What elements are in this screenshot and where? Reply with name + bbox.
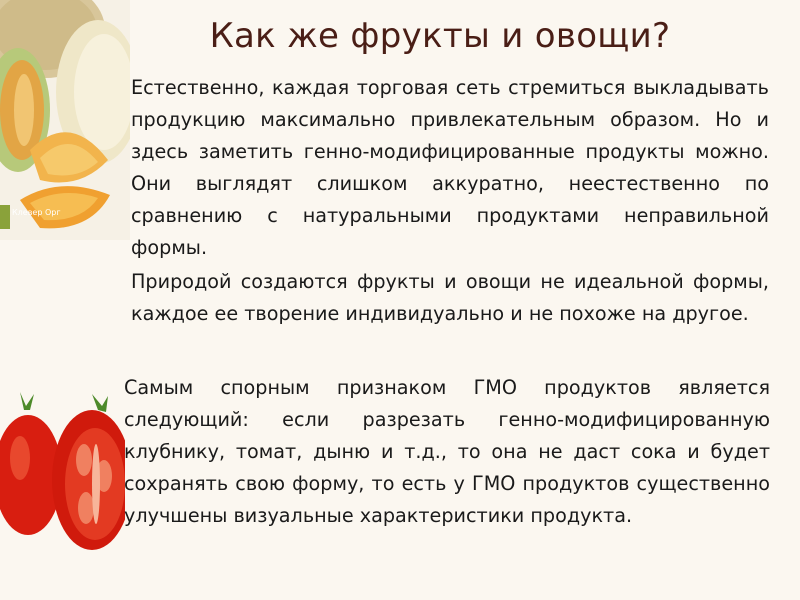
slide-title: Как же фрукты и овощи? bbox=[209, 16, 671, 56]
brand-logo-icon bbox=[0, 205, 10, 229]
melon-image bbox=[0, 0, 130, 240]
paragraph-2: Природой создаются фрукты и овощи не идеальной формы, каждое ее творение индивидуально и не похоже на другое. bbox=[131, 270, 769, 325]
brand-logo-text: Клевер Орг bbox=[12, 208, 61, 217]
paragraph-1: Естественно, каждая торговая сеть стремиться выкладывать продукцию максимально привлекательным образом. Но и здесь заметить генно-модифицированные продукты можно. Они выглядят слишком аккуратно, неестественно по сравнению с натуральными продуктами неправильной формы. bbox=[131, 76, 769, 259]
paragraph-3: Самым спорным признаком ГМО продуктов является следующий: если разрезать генно-модифицированную клубнику, томат, дыню и т.д., то она не даст сока и будет сохранять свою форму, то есть у ГМО продуктов существенно улучшены визуальные характеристики продукта. bbox=[124, 376, 770, 527]
tomato-image bbox=[0, 380, 125, 600]
